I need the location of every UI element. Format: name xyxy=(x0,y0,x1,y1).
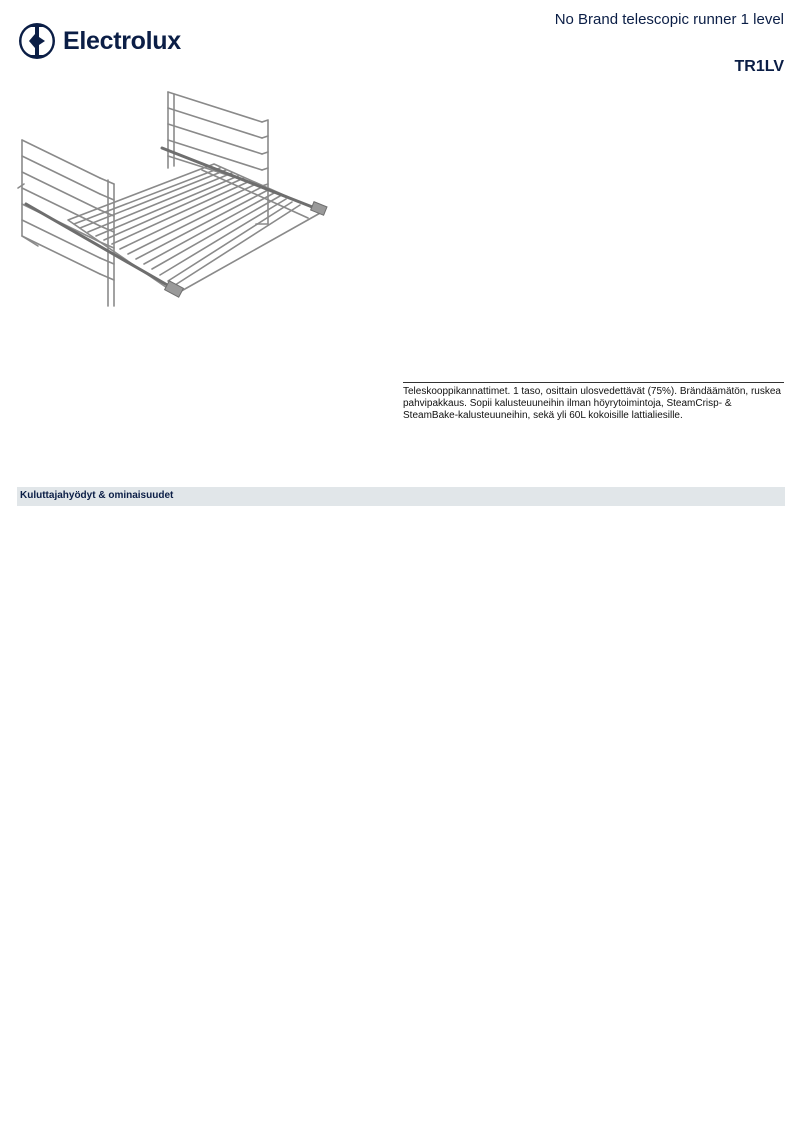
description-divider xyxy=(403,382,784,383)
product-title: No Brand telescopic runner 1 level xyxy=(554,11,784,28)
benefits-section-title: Kuluttajahyödyt & ominaisuudet xyxy=(20,490,174,501)
product-description: Teleskooppikannattimet. 1 taso, osittain ulosvedettävät (75%). Brändäämätön, ruskea pahvipakkaus. Sopii kalusteuuneihin ilman höyrytoimintoja, SteamCrisp- & SteamBake-kalusteuuneihin, sekä yli 60L kokoisille lattialiesille. xyxy=(403,386,781,421)
product-code: TR1LV xyxy=(734,58,784,75)
benefits-section-header xyxy=(17,487,785,506)
product-image xyxy=(16,88,330,314)
brand-logo xyxy=(18,22,181,60)
left-side-frame xyxy=(18,140,114,306)
electrolux-logo-icon xyxy=(18,22,56,60)
brand-wordmark: Electrolux xyxy=(63,26,181,55)
